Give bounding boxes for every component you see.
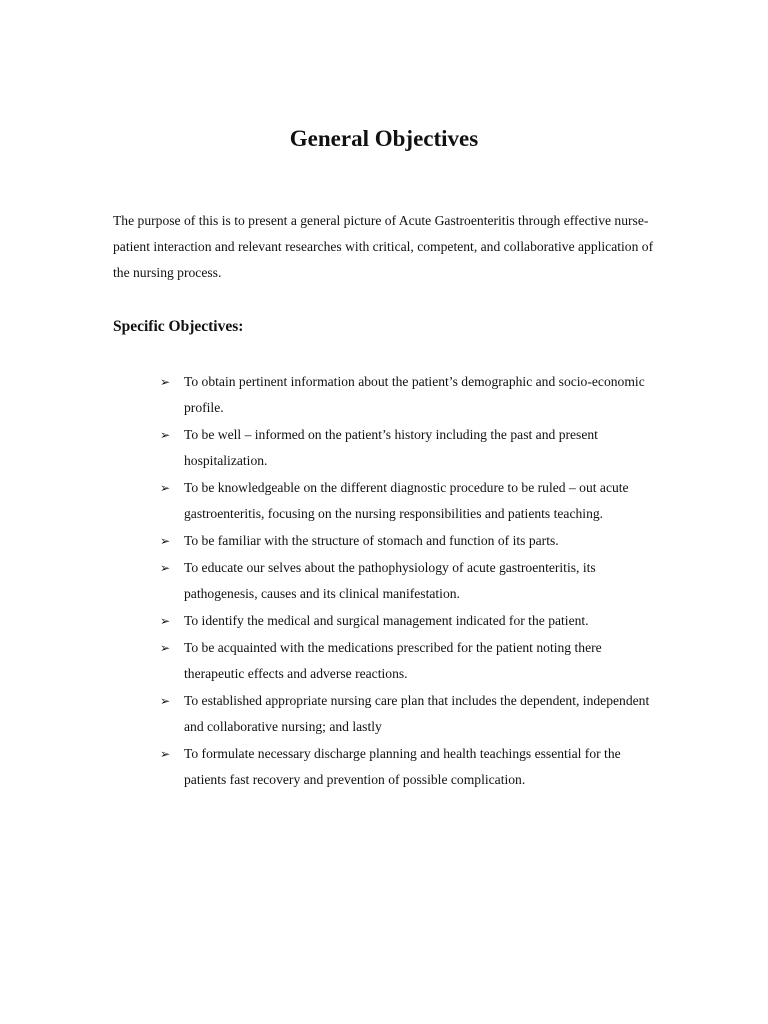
objective-text: To be acquainted with the medications prescribed for the patient noting there therapeutic effects and adverse reactions. (184, 640, 602, 681)
specific-objectives-heading: Specific Objectives: (113, 318, 244, 335)
objective-text: To identify the medical and surgical management indicated for the patient. (184, 613, 589, 628)
arrow-bullet-icon: ➢ (160, 375, 171, 389)
objective-text: To established appropriate nursing care plan that includes the dependent, independent and collaborative nursing; and lastly (184, 693, 650, 734)
objective-text: To obtain pertinent information about the patient’s demographic and socio-economic profile. (184, 374, 645, 415)
list-item (160, 608, 660, 634)
arrow-bullet-icon: ➢ (160, 481, 171, 495)
list-item (160, 741, 660, 793)
intro-paragraph: The purpose of this is to present a general picture of Acute Gastroenteritis through effective nurse-patient interaction and relevant researches with critical, competent, and collaborative application of the nursing process. (113, 213, 654, 280)
list-item (160, 555, 660, 607)
list-item (160, 528, 660, 554)
objective-text: To formulate necessary discharge planning and health teachings essential for the patients fast recovery and prevention of possible complication. (184, 746, 621, 787)
arrow-bullet-icon: ➢ (160, 614, 171, 628)
objective-text: To be well – informed on the patient’s history including the past and present hospitalization. (184, 427, 598, 468)
list-item (160, 688, 660, 740)
arrow-bullet-icon: ➢ (160, 534, 171, 548)
arrow-bullet-icon: ➢ (160, 747, 171, 761)
arrow-bullet-icon: ➢ (160, 694, 171, 708)
objective-text: To educate our selves about the pathophysiology of acute gastroenteritis, its pathogenesis, causes and its clinical manifestation. (184, 560, 596, 601)
list-item (160, 369, 660, 421)
page-title: General Objectives (289, 126, 479, 151)
list-item (160, 475, 660, 527)
objective-text: To be knowledgeable on the different diagnostic procedure to be ruled – out acute gastroenteritis, focusing on the nursing responsibilities and patients teaching. (184, 480, 629, 521)
objective-text: To be familiar with the structure of stomach and function of its parts. (184, 533, 559, 548)
objectives-list (160, 369, 660, 794)
arrow-bullet-icon: ➢ (160, 428, 171, 442)
arrow-bullet-icon: ➢ (160, 641, 171, 655)
list-item (160, 422, 660, 474)
arrow-bullet-icon: ➢ (160, 561, 171, 575)
list-item (160, 635, 660, 687)
